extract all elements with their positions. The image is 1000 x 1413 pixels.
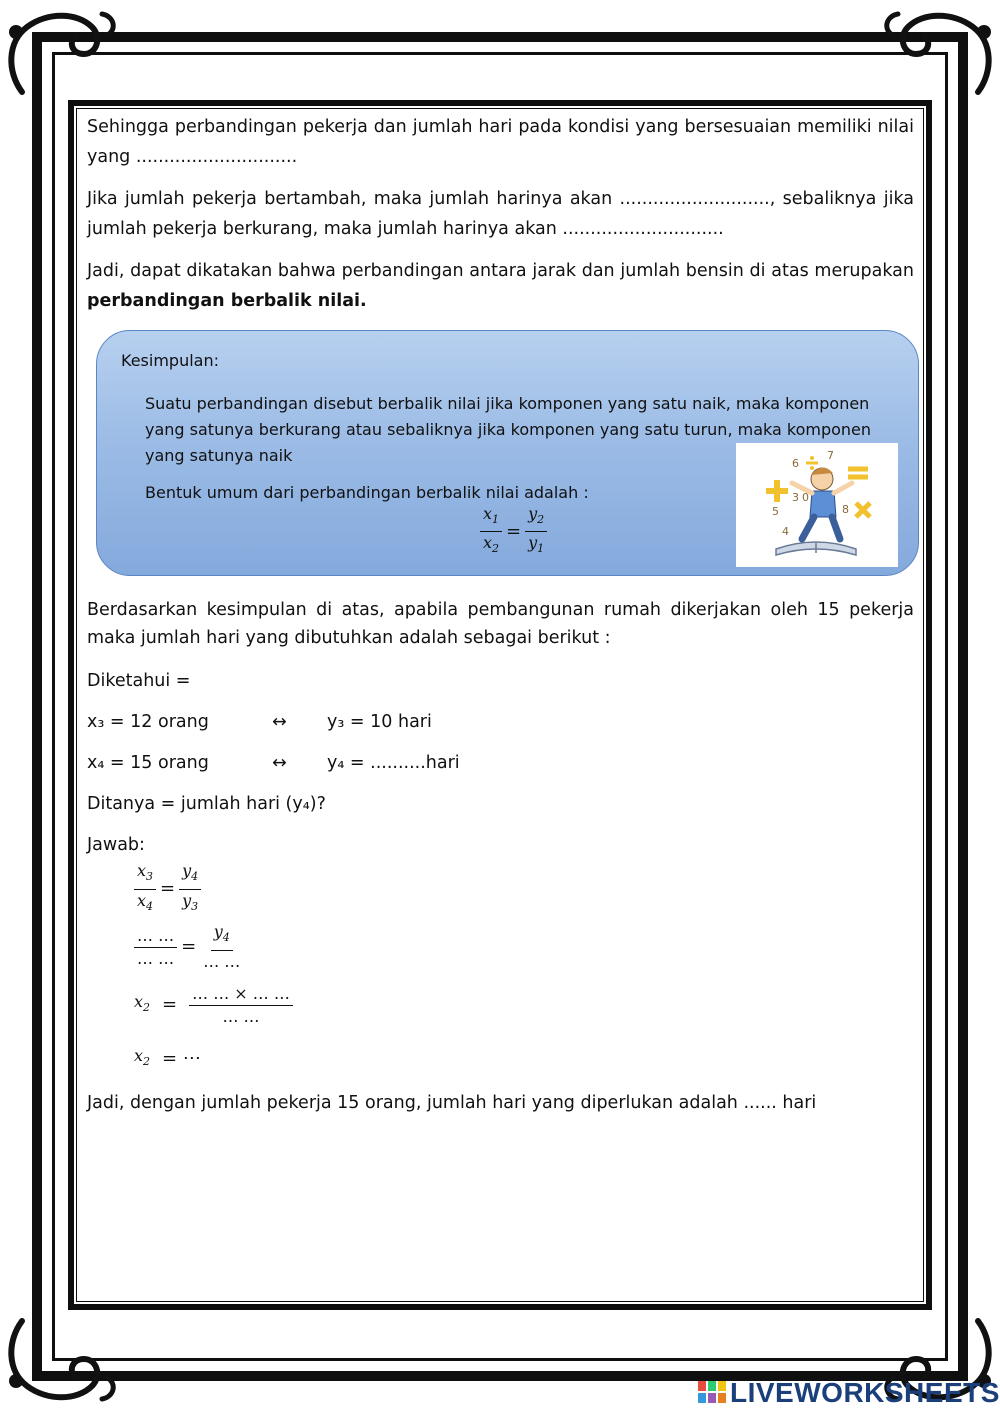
picture-digit: 3 (792, 491, 799, 504)
known-label: Diketahui = (87, 671, 191, 691)
paragraph-workers-days: Jika jumlah pekerja bertambah, maka jumlah harinya akan ..........................., sebaliknya jika jumlah pekerja berkurang, maka jumlah harinya akan ............................. (87, 189, 914, 239)
step-1: $\frac{x_3}{x_4}$ = $\frac{y_4}{y_3}$ (134, 860, 914, 918)
corner-ornament (878, 2, 998, 102)
conclusion-text: Suatu perbandingan disebut berbalik nilai jika komponen yang satu naik, maka komponen yang satunya berkurang atau sebaliknya jika komponen yang satu turun, maka komponen yang satunya naik (145, 394, 872, 465)
picture-digit: 0 (802, 491, 809, 504)
paragraph-ratio-value: Sehingga perbandingan pekerja dan jumlah hari pada kondisi yang bersesuaian memiliki nilai yang ............................. (87, 117, 914, 167)
picture-digit: 6 (792, 457, 799, 470)
worksheet-content (87, 112, 914, 1118)
answer-label: Jawab: (87, 835, 145, 855)
conclusion-title: Kesimpulan: (121, 351, 219, 370)
picture-digit: 4 (782, 525, 789, 538)
paragraph-inverse-ratio (87, 256, 914, 316)
solution-steps (134, 860, 914, 1084)
inverse-ratio-term: perbandingan berbalik nilai. (87, 291, 367, 311)
conclusion-box (96, 330, 919, 576)
brand-name: LIVEWORKSHEETS (730, 1377, 1000, 1408)
step-4: $x_2$ = ⋯ (134, 1045, 201, 1069)
fraction: $\frac{x_1}{x_2}$ (480, 503, 502, 560)
liveworksheets-logo (698, 1378, 1000, 1408)
picture-digit: 5 (772, 505, 779, 518)
known-row (87, 707, 914, 737)
arrow-icon: ↔ (272, 753, 287, 773)
solution-section (87, 596, 914, 1118)
corner-ornament (2, 2, 122, 102)
known-y3: y₃ = 10 hari (327, 712, 432, 732)
fraction: $\frac{y_2}{y_1}$ (525, 503, 547, 560)
logo-icon (698, 1379, 728, 1401)
known-row (87, 748, 914, 778)
picture-digit: 8 (842, 503, 849, 516)
math-boy-illustration (736, 443, 898, 567)
step-2: $\frac{\dots \dots}{\dots \dots}$ = $\frac{y_4}{\dots \dots}$ (134, 918, 914, 976)
step-3: $x_2$ = $\frac{\dots \dots \times \dots \dots}{\dots \dots}$ (134, 976, 914, 1034)
corner-ornament (2, 1311, 122, 1411)
arrow-icon: ↔ (272, 712, 287, 732)
formula-label: Bentuk umum dari perbandingan berbalik nilai adalah : (145, 483, 589, 502)
picture-digit: 7 (827, 449, 834, 462)
known-x3: x₃ = 12 orang (87, 712, 209, 732)
known-x4: x₄ = 15 orang (87, 753, 209, 773)
paragraph-text: Jadi, dapat dikatakan bahwa perbandingan antara jarak dan jumlah bensin di atas merupakan (87, 261, 914, 281)
asked-text: Ditanya = jumlah hari (y₄)? (87, 794, 326, 814)
intro-text: Berdasarkan kesimpulan di atas, apabila pembangunan rumah dikerjakan oleh 15 pekerja maka jumlah hari yang dibutuhkan adalah sebagai berikut : (87, 600, 914, 648)
inverse-ratio-formula (480, 503, 547, 560)
known-y4: y₄ = ..........hari (327, 753, 460, 773)
final-answer: Jadi, dengan jumlah pekerja 15 orang, jumlah hari yang diperlukan adalah ...... hari (87, 1093, 817, 1113)
equals-sign: = (506, 520, 522, 542)
